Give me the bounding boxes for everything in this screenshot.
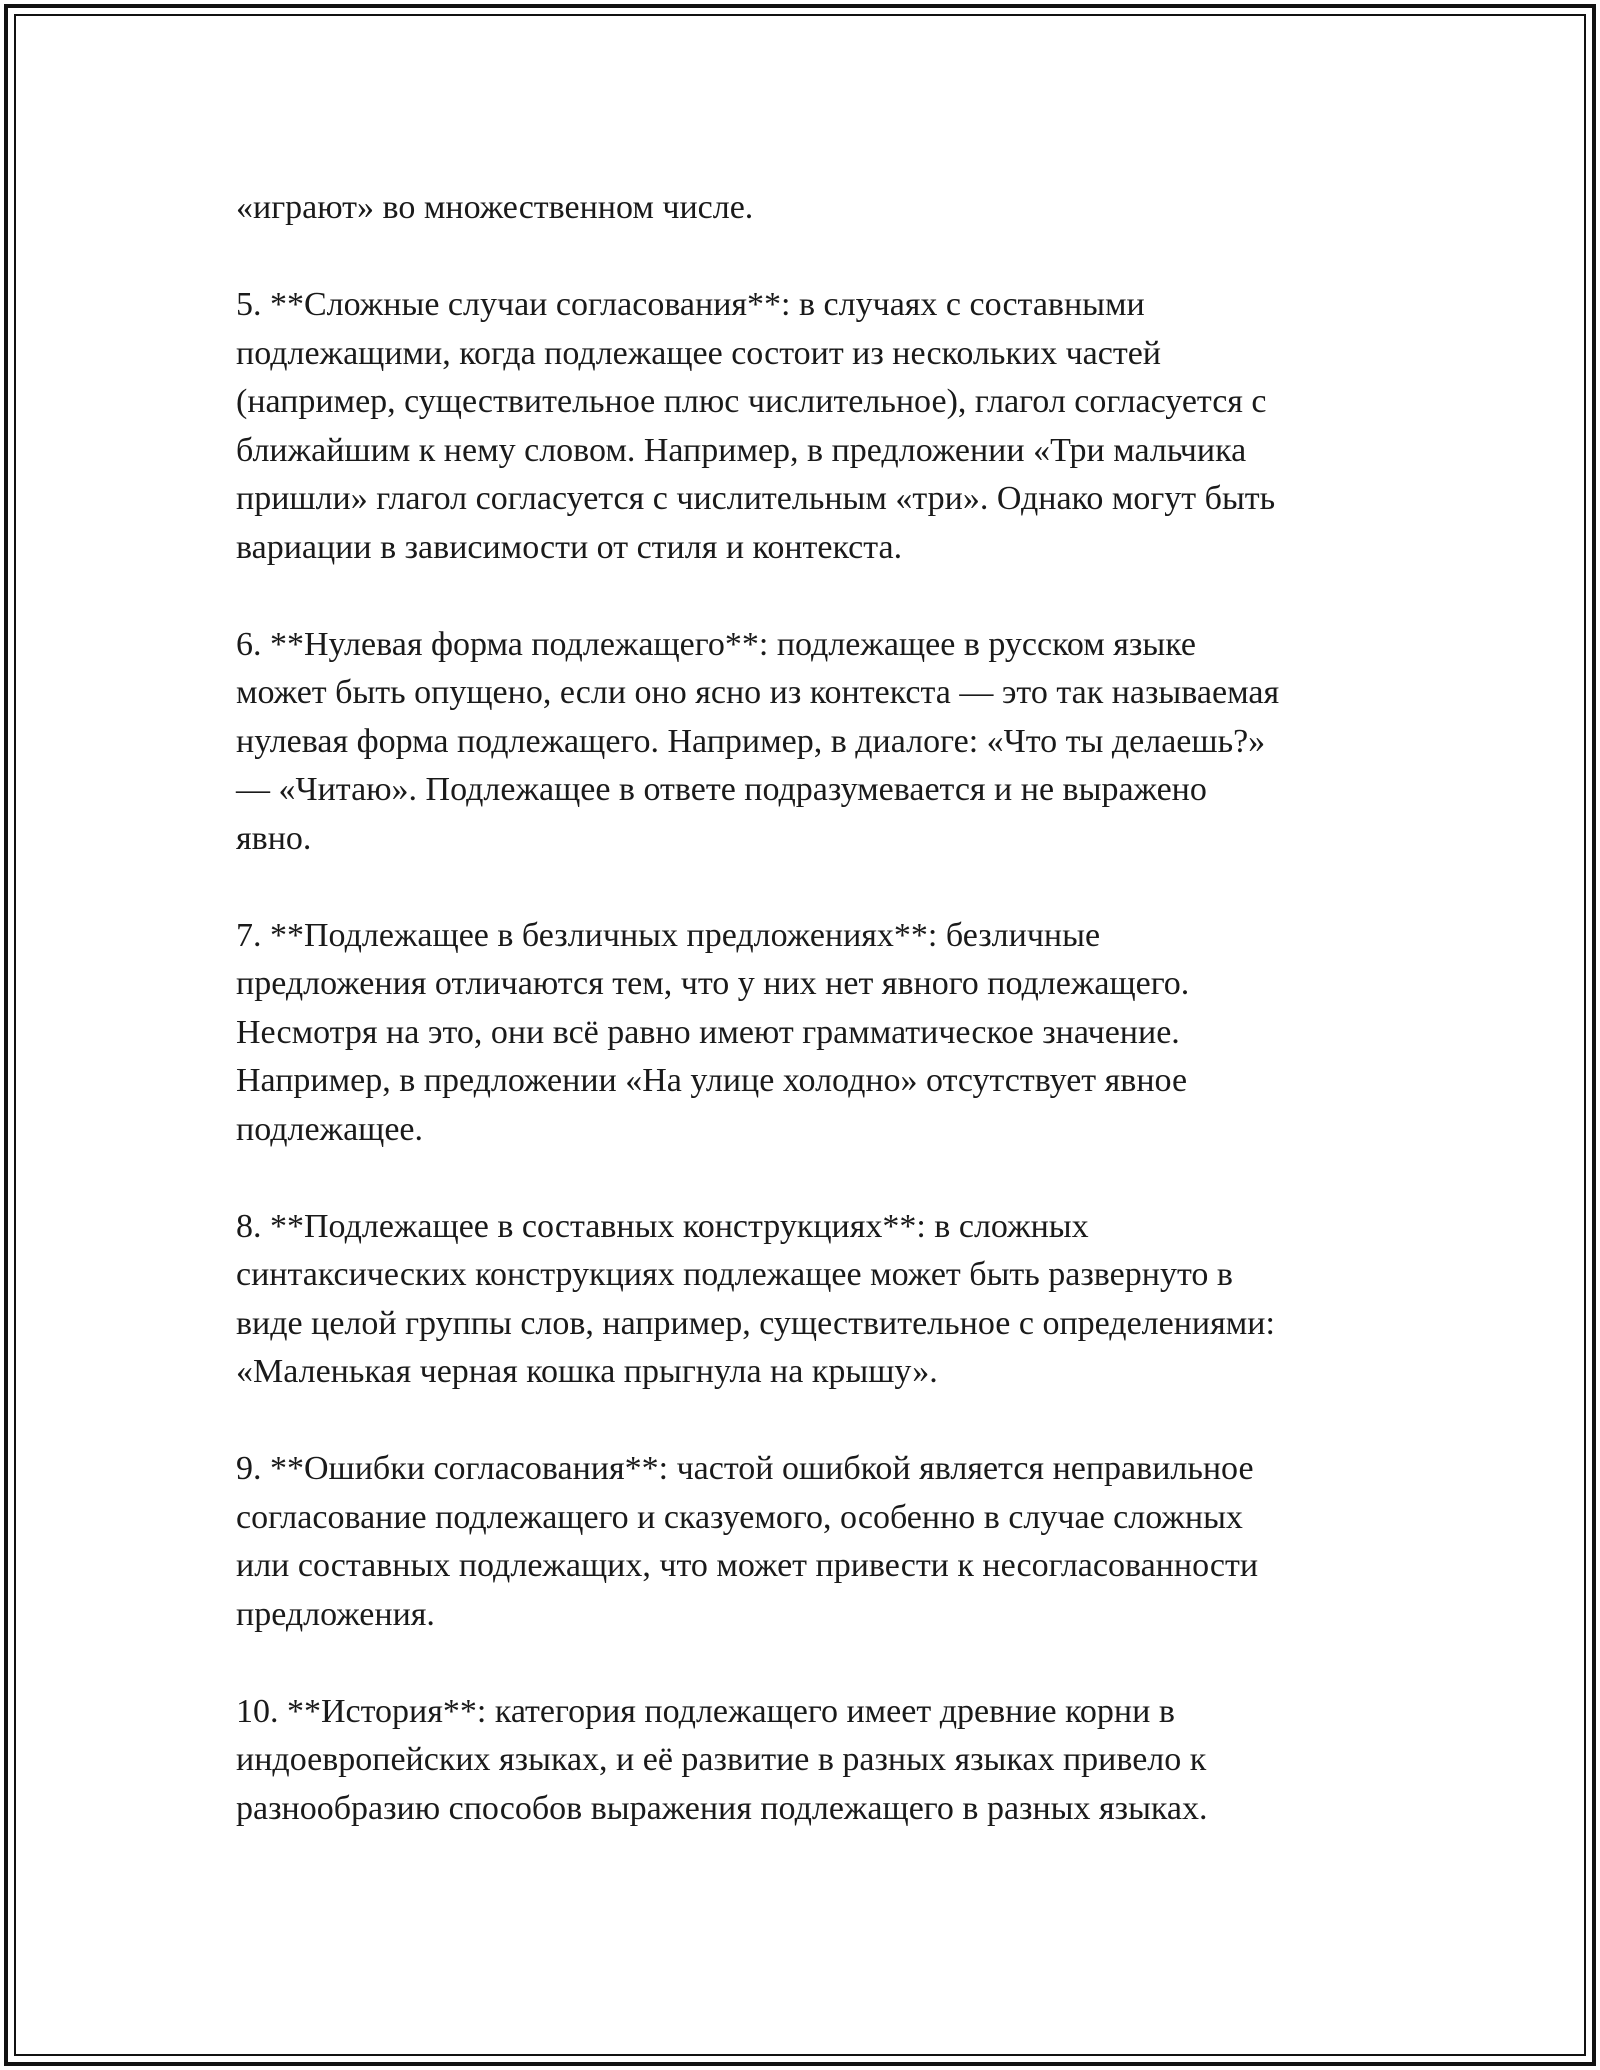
paragraph-item-6 (236, 621, 1376, 864)
paragraph-continuation (236, 184, 1376, 233)
text-line: явно. (236, 819, 312, 857)
text-line: ближайшим к нему словом. Например, в предложении «Три мальчика (236, 431, 1247, 469)
text-line: — «Читаю». Подлежащее в ответе подразумевается и не выражено (236, 771, 1207, 808)
text-line: «Маленькая черная кошка прыгнула на крышу». (236, 1353, 938, 1390)
paragraph-item-9 (236, 1445, 1376, 1639)
text-line: 10. **История**: категория подлежащего имеет древние корни в (236, 1692, 1175, 1730)
document-body (236, 184, 1376, 1882)
text-line: «играют» во множественном числе. (236, 189, 754, 226)
text-line: (например, существительное плюс числительное), глагол согласуется с (236, 383, 1267, 420)
text-line: 8. **Подлежащее в составных конструкциях**: в сложных (236, 1207, 1089, 1245)
text-line: 6. **Нулевая форма подлежащего**: подлежащее в русском языке (236, 625, 1196, 663)
text-line: Несмотря на это, они всё равно имеют грамматическое значение. (236, 1013, 1180, 1051)
text-line: предложения. (236, 1595, 435, 1633)
text-line: индоевропейских языках, и её развитие в разных языках привело к (236, 1741, 1207, 1778)
paragraph-item-10 (236, 1688, 1376, 1834)
text-line: пришли» глагол согласуется с числительным «три». Однако могут быть (236, 480, 1276, 517)
text-line: предложения отличаются тем, что у них нет явного подлежащего. (236, 965, 1190, 1002)
text-line: подлежащими, когда подлежащее состоит из нескольких частей (236, 334, 1161, 372)
paragraph-item-7 (236, 912, 1376, 1155)
text-line: виде целой группы слов, например, существительное с определениями: (236, 1304, 1275, 1342)
text-line: или составных подлежащих, что может привести к несогласованности (236, 1547, 1259, 1584)
text-line: может быть опущено, если оно ясно из контекста — это так называемая (236, 674, 1280, 711)
text-line: синтаксических конструкциях подлежащее может быть развернуто в (236, 1256, 1233, 1293)
text-line: вариации в зависимости от стиля и контекста. (236, 528, 903, 566)
text-line: согласование подлежащего и сказуемого, особенно в случае сложных (236, 1498, 1243, 1536)
text-line: подлежащее. (236, 1110, 424, 1148)
text-line: разнообразию способов выражения подлежащего в разных языках. (236, 1789, 1208, 1827)
text-line: 9. **Ошибки согласования**: частой ошибкой является неправильное (236, 1450, 1254, 1487)
paragraph-item-8 (236, 1203, 1376, 1397)
text-line: 5. **Сложные случаи согласования**: в случаях с составными (236, 286, 1145, 323)
paragraph-item-5 (236, 281, 1376, 572)
text-line: Например, в предложении «На улице холодно» отсутствует явное (236, 1062, 1188, 1099)
text-line: 7. **Подлежащее в безличных предложениях**: безличные (236, 916, 1101, 954)
text-line: нулевая форма подлежащего. Например, в диалоге: «Что ты делаешь?» (236, 722, 1266, 760)
